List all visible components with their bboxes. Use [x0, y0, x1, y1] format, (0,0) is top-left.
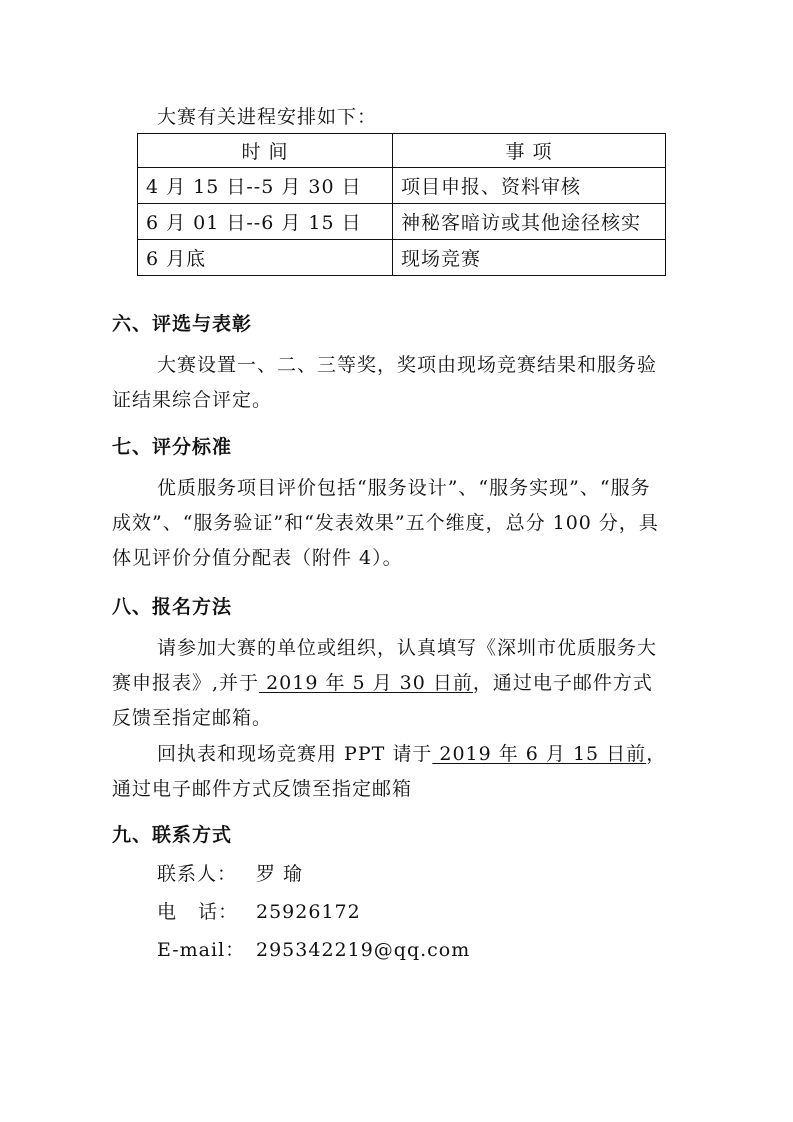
text-segment: ，: [646, 743, 667, 765]
table-cell-time: 4 月 15 日--5 月 30 日: [138, 168, 393, 204]
table-cell-item: 项目申报、资料审核: [393, 168, 666, 204]
paragraph-line: [112, 670, 653, 696]
email-label: E-mail：: [157, 939, 246, 961]
text-segment: 回执表和现场竞赛用 PPT 请于: [157, 743, 433, 765]
table-cell-time: 6 月底: [138, 240, 393, 276]
paragraph-line: 优质服务项目评价包括“服务设计”、“服务实现”、“服务: [157, 477, 651, 499]
section-heading-scoring: 七、评分标准: [112, 436, 233, 458]
table-cell-item: 神秘客暗访或其他途径核实: [393, 204, 666, 240]
contact-label: 联系人：: [157, 863, 238, 885]
phone-value: 25926172: [256, 901, 361, 923]
section-heading-registration: 八、报名方法: [112, 596, 233, 618]
paragraph-line: 大赛设置一、二、三等奖，奖项由现场竞赛结果和服务验: [157, 354, 658, 376]
table-row: [138, 204, 666, 240]
schedule-intro: 大赛有关进程安排如下：: [157, 106, 378, 128]
paragraph-line: 反馈至指定邮箱。: [112, 707, 273, 729]
table-row: [138, 240, 666, 276]
table-cell-item: 现场竞赛: [393, 240, 666, 276]
section-heading-awards: 六、评选与表彰: [112, 313, 253, 335]
text-segment: ，通过电子邮件方式: [472, 672, 653, 694]
paragraph-line: [157, 741, 666, 767]
deadline-underlined: 2019 年 5 月 30 日前: [259, 672, 473, 694]
paragraph-line: 通过电子邮件方式反馈至指定邮箱: [112, 778, 413, 800]
schedule-table: [137, 133, 666, 276]
paragraph-line: 证结果综合评定。: [112, 389, 273, 411]
table-header-row: [138, 134, 666, 168]
contact-value: 罗 瑜: [256, 863, 304, 885]
deadline-underlined: 2019 年 6 月 15 日前: [432, 743, 647, 765]
paragraph-line: 体见评价分值分配表（附件 4）。: [112, 547, 403, 569]
section-heading-contact: 九、联系方式: [112, 824, 233, 846]
phone-label: 电 话：: [157, 901, 239, 923]
email-value: 295342219@qq.com: [256, 939, 471, 961]
paragraph-line: 成效”、“服务验证”和“发表效果”五个维度，总分 100 分，具: [112, 512, 659, 534]
table-cell-time: 6 月 01 日--6 月 15 日: [138, 204, 393, 240]
table-header-item: 事 项: [393, 134, 666, 168]
table-header-time: 时 间: [138, 134, 393, 168]
paragraph-line: 请参加大赛的单位或组织，认真填写《深圳市优质服务大: [157, 637, 658, 659]
table-row: [138, 168, 666, 204]
text-segment: 赛申报表》,并于: [112, 672, 260, 694]
